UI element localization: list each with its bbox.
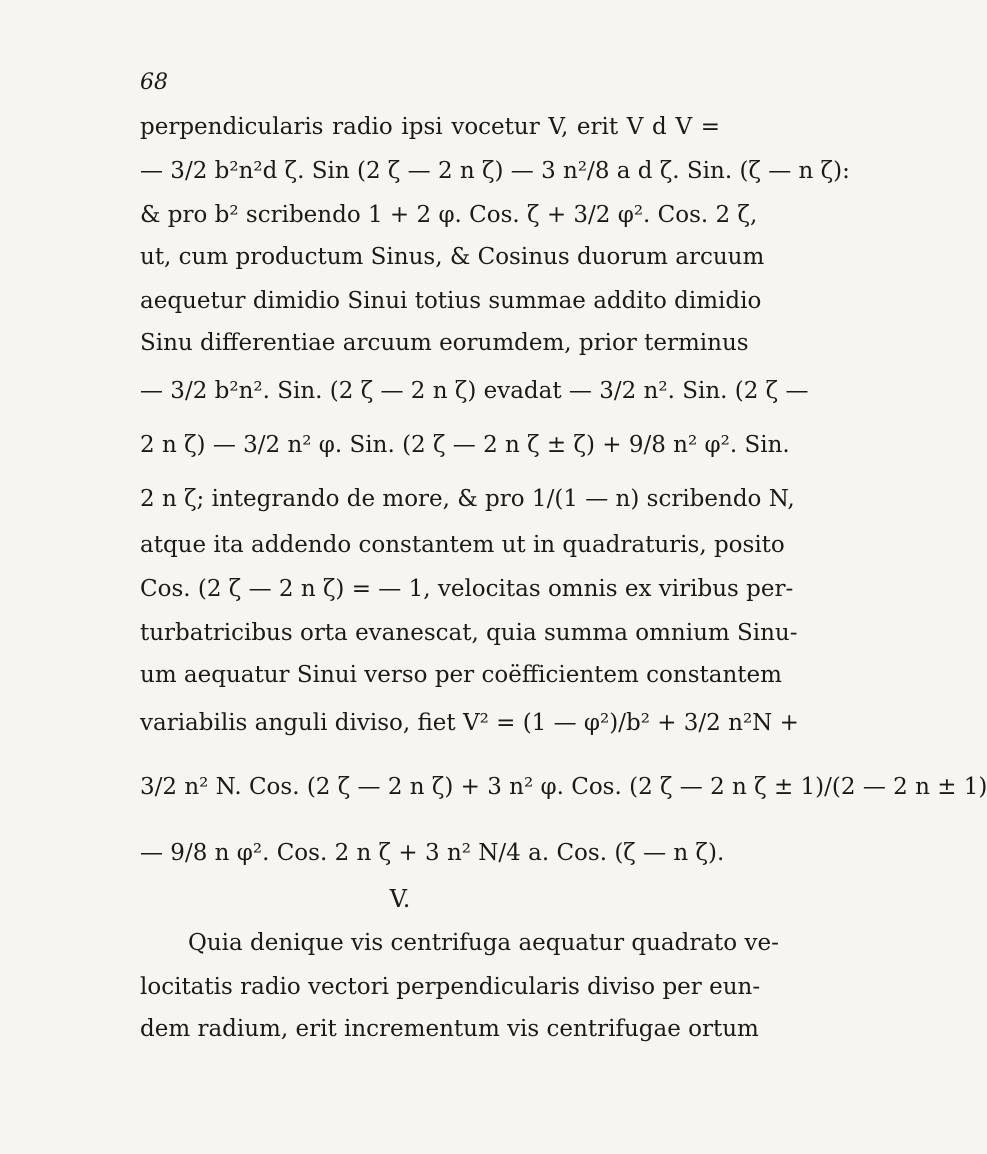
page-number: 68 xyxy=(140,70,168,95)
formula-line: — 9/8 n φ². Cos. 2 n ζ + 3 n² N/4 a. Cos. (ζ — n ζ). xyxy=(140,840,725,866)
text-line: um aequatur Sinui verso per coëfficientem constantem xyxy=(140,662,782,688)
text-line: perpendicularis radio ipsi vocetur V, erit V d V = xyxy=(140,114,720,140)
formula-line: variabilis anguli diviso, fiet V² = (1 — φ²)/b² + 3/2 n²N + xyxy=(140,710,799,736)
text-line: aequetur dimidio Sinui totius summae addito dimidio xyxy=(140,288,762,314)
text-line: ut, cum productum Sinus, & Cosinus duorum arcuum xyxy=(140,244,765,270)
section-heading: V. xyxy=(389,885,411,913)
formula-line: 2 n ζ) — 3/2 n² φ. Sin. (2 ζ — 2 n ζ ± ζ) + 9/8 n² φ². Sin. xyxy=(140,432,790,458)
text-line: Sinu differentiae arcuum eorumdem, prior terminus xyxy=(140,330,749,356)
formula-line: — 3/2 b²n². Sin. (2 ζ — 2 n ζ) evadat — 3/2 n². Sin. (2 ζ — xyxy=(140,378,809,404)
text-line: Cos. (2 ζ — 2 n ζ) = — 1, velocitas omnis ex viribus per- xyxy=(140,576,794,602)
text-line: turbatricibus orta evanescat, quia summa omnium Sinu- xyxy=(140,620,798,646)
text-line: Quia denique vis centrifuga aequatur quadrato ve- xyxy=(188,930,779,956)
formula-line: — 3/2 b²n²d ζ. Sin (2 ζ — 2 n ζ) — 3 n²/8 a d ζ. Sin. (ζ — n ζ): xyxy=(140,158,850,184)
formula-line: 2 n ζ; integrando de more, & pro 1/(1 — n) scribendo N, xyxy=(140,486,795,512)
formula-line: & pro b² scribendo 1 + 2 φ. Cos. ζ + 3/2 φ². Cos. 2 ζ, xyxy=(140,202,758,228)
text-line: dem radium, erit incrementum vis centrifugae ortum xyxy=(140,1016,759,1042)
text-line: locitatis radio vectori perpendicularis diviso per eun- xyxy=(140,974,761,1000)
formula-line: 3/2 n² N. Cos. (2 ζ — 2 n ζ) + 3 n² φ. Cos. (2 ζ — 2 n ζ ± 1)/(2 — 2 n ± 1) xyxy=(140,774,987,800)
text-line: atque ita addendo constantem ut in quadraturis, posito xyxy=(140,532,785,558)
